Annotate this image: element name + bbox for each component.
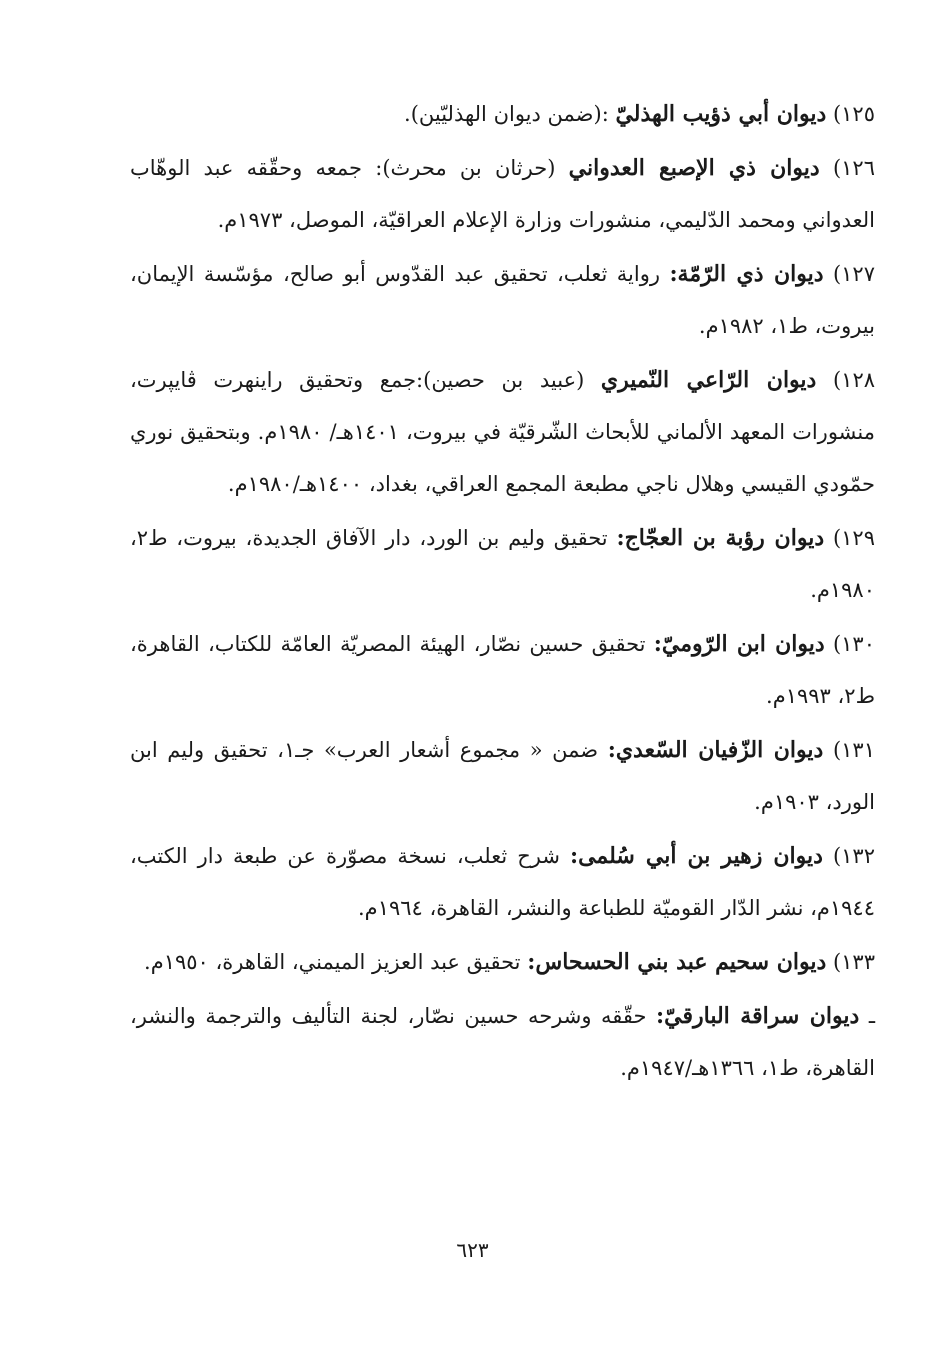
entry-dash: ـ xyxy=(868,1004,875,1028)
entry-body: شرح ثعلب، نسخة مصوّرة عن طبعة دار الكتب، ١٩٤٤م، نشر الدّار القوميّة للطباعة والنشر، القاهرة، ١٩٦٤م. xyxy=(130,844,875,920)
entry-body: ضمن « مجموع أشعار العرب» جـ١، تحقيق وليم ابن الورد، ١٩٠٣م. xyxy=(130,738,875,814)
entry-number: ١٢٥) xyxy=(832,102,875,126)
entry-title: ديوان ذي الرّمّة: xyxy=(669,261,824,287)
entry-title: ديوان ذي الإصبع العدواني xyxy=(568,155,820,181)
entry-title: ديوان سحيم عبد بني الحسحاس: xyxy=(527,949,827,975)
entry-body: (حرثان بن محرث): جمعه وحقّقه عبد الوهّاب العدواني ومحمد الدّليمي، منشورات وزارة الإعلام العراقيّة، الموصل، ١٩٧٣م. xyxy=(130,156,875,232)
entry-title: ديوان ابن الرّوميّ: xyxy=(653,631,825,657)
entry-number: ١٣٢) xyxy=(832,844,875,868)
entry-body: :(ضمن ديوان الهذليّين). xyxy=(404,102,609,126)
bibliography-entry-133 xyxy=(130,936,875,988)
entry-number: ١٢٩) xyxy=(832,526,875,550)
bibliography-entry-132 xyxy=(130,830,875,934)
entry-number: ١٢٨) xyxy=(832,368,876,392)
entry-title: ديوان زهير بن أبي سُلمى: xyxy=(569,843,823,869)
entry-number: ١٣٠) xyxy=(832,632,875,656)
bibliography-entry-131 xyxy=(130,724,875,828)
entry-number: ١٣٣) xyxy=(832,950,875,974)
bibliography-entry-128 xyxy=(130,354,875,510)
bibliography-entry-125 xyxy=(130,88,875,140)
entry-body: حقّقه وشرحه حسين نصّار، لجنة التأليف والترجمة والنشر، القاهرة، ط١، ١٣٦٦هـ/١٩٤٧م. xyxy=(130,1004,875,1080)
entry-body: (عبيد بن حصين):جمع وتحقيق راينهرت ڤايپرت، منشورات المعهد الألماني للأبحاث الشّرقيّة في بيروت، ١٤٠١هـ/ ١٩٨٠م. وبتحقيق نوري حمّودي القيسي وهلال ناجي مطبعة المجمع العراقي، بغداد، ١٤٠٠هـ/١٩٨٠م. xyxy=(130,368,875,496)
bibliography-entry-unnumbered xyxy=(130,990,875,1094)
entry-body: تحقيق وليم بن الورد، دار الآفاق الجديدة، بيروت، ط٢، ١٩٨٠م. xyxy=(130,526,875,602)
bibliography-entry-130 xyxy=(130,618,875,722)
entry-title: ديوان الزّفيان السّعدي: xyxy=(607,737,824,763)
bibliography-page xyxy=(130,88,875,1096)
entry-body: تحقيق حسين نصّار، الهيئة المصريّة العامّة للكتاب، القاهرة، ط٢، ١٩٩٣م. xyxy=(130,632,875,708)
entry-number: ١٢٧) xyxy=(832,262,875,286)
page-number: ٦٢٣ xyxy=(456,1238,489,1262)
entry-body: تحقيق عبد العزيز الميمني، القاهرة، ١٩٥٠م. xyxy=(144,950,521,974)
bibliography-entry-129 xyxy=(130,512,875,616)
entry-title: ديوان رؤبة بن العجّاج: xyxy=(616,525,825,551)
bibliography-entry-126 xyxy=(130,142,875,246)
bibliography-entry-127 xyxy=(130,248,875,352)
entry-body: رواية ثعلب، تحقيق عبد القدّوس أبو صالح، مؤسّسة الإيمان، بيروت، ط١، ١٩٨٢م. xyxy=(130,262,875,338)
entry-number: ١٣١) xyxy=(832,738,875,762)
entry-title: ديوان الرّاعي النّميري xyxy=(600,367,817,393)
entry-number: ١٢٦) xyxy=(832,156,875,180)
entry-title: ديوان سراقة البارقيّ: xyxy=(656,1003,860,1029)
entry-title: ديوان أبي ذؤيب الهذليّ xyxy=(615,101,827,127)
